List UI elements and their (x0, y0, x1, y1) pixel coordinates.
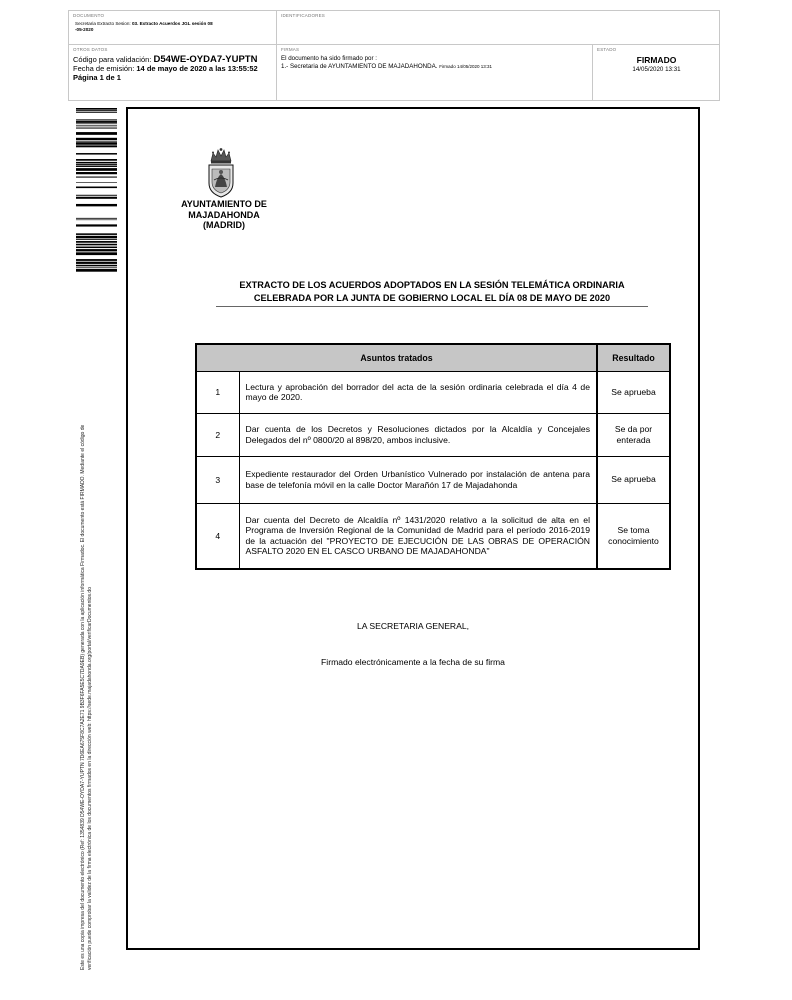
row-result: Se toma conocimiento (597, 503, 670, 569)
table-row (196, 503, 670, 569)
row-number: 1 (196, 371, 239, 413)
estado-date: 14/05/2020 13:31 (632, 66, 681, 73)
estado-cell (593, 45, 720, 101)
otros-datos-cell (69, 45, 277, 101)
coat-of-arms-icon (205, 147, 237, 199)
firmas-label: FIRMAS (281, 47, 300, 52)
table-row (196, 413, 670, 456)
firmas-cell (277, 45, 593, 101)
pagina: Página 1 de 1 (73, 73, 121, 82)
row-description: Lectura y aprobación del borrador del acta de la sesión ordinaria celebrada el día 4 de mayo de 2020. (239, 371, 597, 413)
row-result: Se aprueba (597, 456, 670, 503)
organization-name: AYUNTAMIENTO DE MAJADAHONDA (MADRID) (181, 199, 267, 230)
column-header-asuntos: Asuntos tratados (196, 344, 597, 371)
firmas-intro: El documento ha sido firmado por : (281, 55, 377, 62)
row-description: Dar cuenta del Decreto de Alcaldía nº 1431/2020 relativo a la solicitud de alta en el Programa de Inversión Regional de la Comunidad de Madrid para el período 2016-2019 de la actuación del "PROYECTO DE EJECUCIÓN DE LAS OBRAS DE OPERACIÓN ASFALTO 2020 EN EL CASCO URBANO DE MAJADAHONDA" (239, 503, 597, 569)
document-page (126, 107, 700, 950)
signature-note: Firmado electrónicamente a la fecha de su firma (321, 657, 505, 667)
page-title: EXTRACTO DE LOS ACUERDOS ADOPTADOS EN LA SESIÓN TELEMÁTICA ORDINARIA CELEBRADA POR LA JUNTA DE GOBIERNO LOCAL EL DÍA 08 DE MAYO DE 2020 (216, 279, 648, 307)
estado-value: FIRMADO (636, 55, 677, 65)
table-header-row (196, 344, 670, 371)
table-row (196, 456, 670, 503)
document-header (68, 10, 720, 101)
signature-role: LA SECRETARIA GENERAL, (356, 621, 470, 631)
documento-label: DOCUMENTO (73, 13, 105, 18)
side-verification-text: Este es una copia impresa del documento electrónico (Ref: 1354839 D54WE-OYDA7-YUPTN 7D6EA675F8C7A2E71 9B3F6FA5E5C7DA9EB) generada con la aplicación informática Firmadoc. El documento está FIRMADO. Mediante el código de verificación puede comprobar la validez de la firma electrónica de los documentos firmados en la dirección web: https://sede.majadahonda.org/portal/verificarDocumentos.do (80, 424, 93, 970)
row-description: Dar cuenta de los Decretos y Resoluciones dictados por la Alcaldía y Concejales Delegados del nº 0800/20 al 898/20, ambos inclusive. (239, 413, 597, 456)
row-number: 4 (196, 503, 239, 569)
codigo-value: D54WE-OYDA7-YUPTN (153, 54, 258, 65)
codigo-validacion: Código para validación: D54WE-OYDA7-YUPTN (73, 54, 258, 65)
identificadores-cell (277, 11, 720, 45)
identificadores-label: IDENTIFICADORES (281, 13, 326, 18)
row-result: Se da por enterada (597, 413, 670, 456)
firmas-item: 1.- Secretaria de AYUNTAMIENTO DE MAJADAHONDA. Firmado 14/05/2020 13:31 (281, 62, 492, 70)
documento-name: Secretaria Extracto Sesion: 03. Extracto Acuerdos JGL sesión 08 -05-2020 (75, 21, 213, 32)
documento-cell (69, 11, 277, 45)
otros-label: OTROS DATOS (73, 47, 108, 52)
barcode-icon (76, 108, 117, 276)
row-number: 2 (196, 413, 239, 456)
agenda-table (195, 343, 671, 570)
column-header-resultado: Resultado (597, 344, 670, 371)
row-description: Expediente restaurador del Orden Urbanístico Vulnerado por instalación de antena para base de telefonía móvil en la calle Doctor Marañón 17 de Majadahonda (239, 456, 597, 503)
table-row (196, 371, 670, 413)
fecha-emision: Fecha de emisión: 14 de mayo de 2020 a las 13:55:52 (73, 64, 258, 73)
row-result: Se aprueba (597, 371, 670, 413)
estado-label: ESTADO (597, 47, 617, 52)
row-number: 3 (196, 456, 239, 503)
